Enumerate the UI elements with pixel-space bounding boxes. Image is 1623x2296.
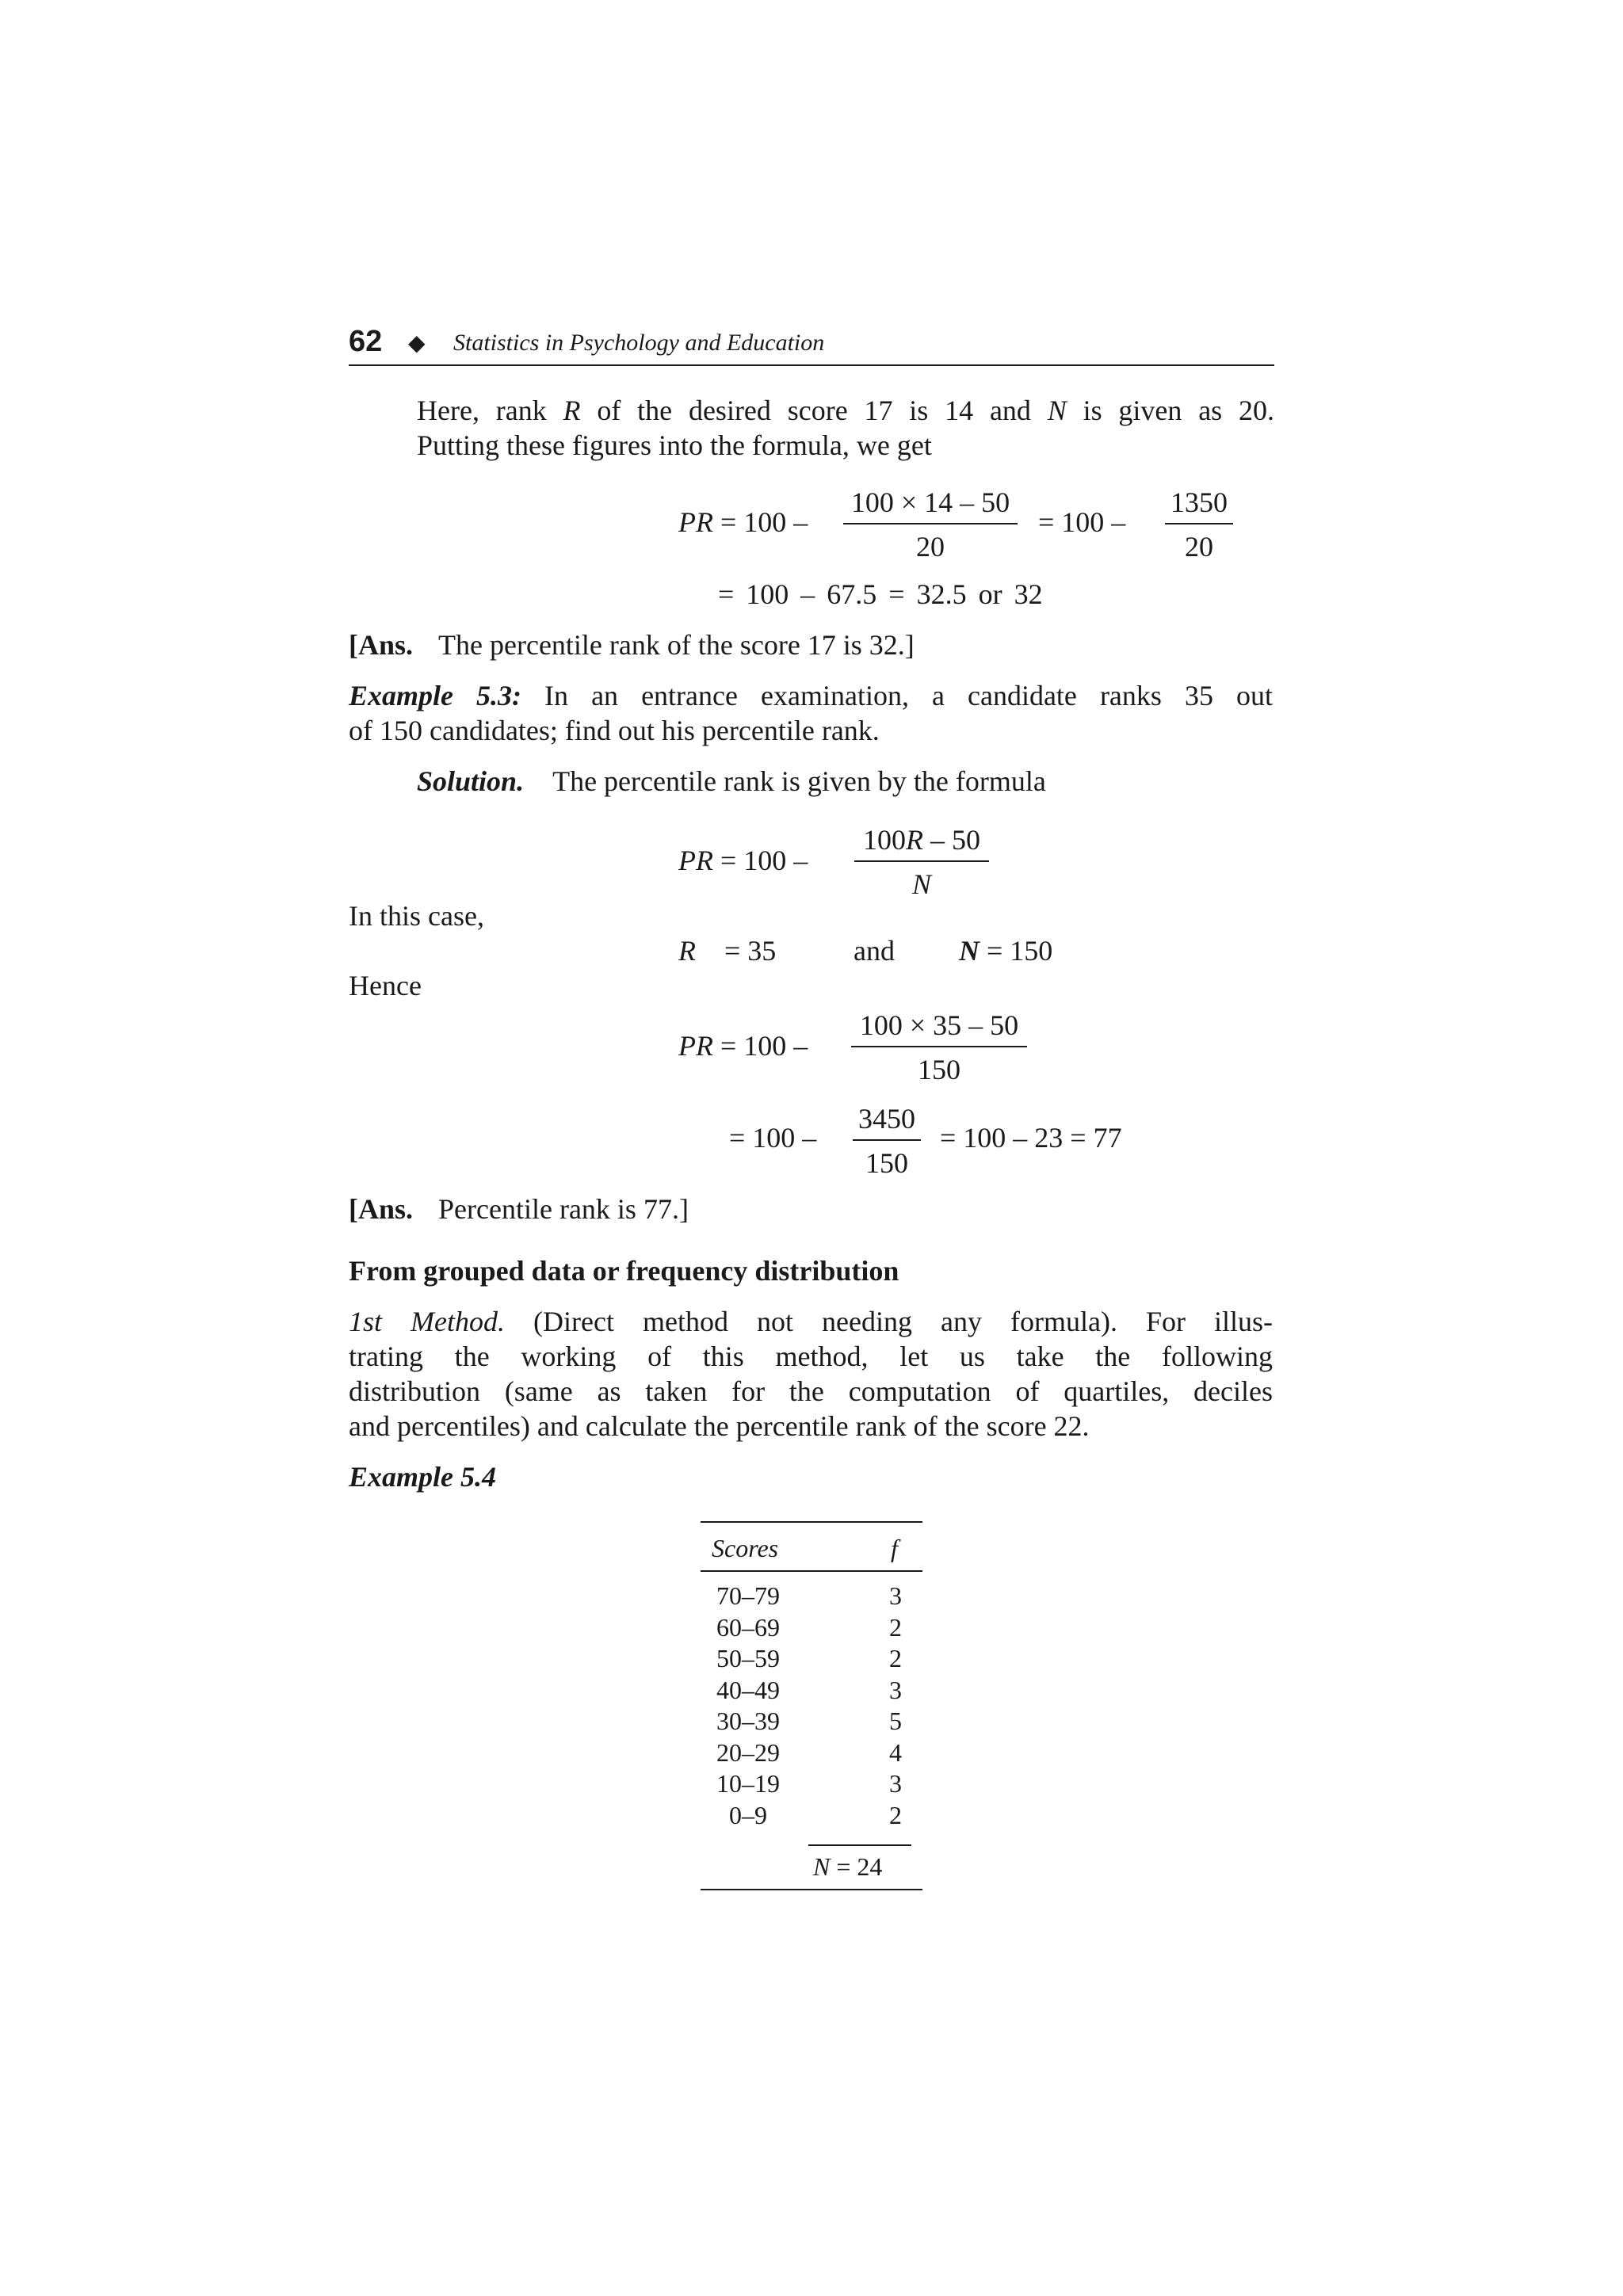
in-this-case: In this case, [349, 900, 484, 932]
table-cell-scores: 40–49 [716, 1676, 780, 1704]
col-header-f: f [891, 1534, 898, 1562]
table-cell-scores: 50–59 [716, 1644, 780, 1672]
table-cell-scores: 70–79 [716, 1581, 780, 1610]
table-cell-f: 2 [889, 1801, 902, 1829]
solution-line: Solution. The percentile rank is given by the formula [417, 765, 1046, 797]
eq2-fraction: 100R – 50 N [854, 822, 989, 902]
hence: Hence [349, 970, 422, 1001]
method-line3: distribution (same as taken for the computation of quartiles, deciles [349, 1375, 1273, 1407]
eq3-fraction: 100 × 35 – 50 150 [851, 1008, 1027, 1087]
table-sum-rule [808, 1844, 911, 1846]
method-line4: and percentiles) and calculate the percentile rank of the score 22. [349, 1410, 1090, 1442]
example-5-3-line1: Example 5.3: In an entrance examination, a candidate ranks 35 out [349, 680, 1273, 711]
eq1-fraction-2: 1350 20 [1165, 485, 1233, 564]
table-cell-scores: 60–69 [716, 1613, 780, 1642]
para-rank-line2: Putting these figures into the formula, we get [417, 429, 932, 461]
table-cell-f: 3 [889, 1581, 902, 1610]
section-heading: From grouped data or frequency distribution [349, 1255, 899, 1287]
para-rank-line1: Here, rank R of the desired score 17 is 14 and N is given as 20. [417, 395, 1275, 426]
page-number: 62 [349, 325, 383, 358]
table-cell-scores: 30–39 [716, 1707, 780, 1735]
table-header-rule [701, 1570, 922, 1572]
eq2-lhs: PR = 100 – [678, 845, 808, 876]
r-value: R = 35 [678, 935, 777, 967]
eq3-fraction-2: 3450 150 [853, 1101, 921, 1180]
eq1-mid: = 100 – [1038, 506, 1126, 538]
example-5-4-label: Example 5.4 [349, 1461, 496, 1493]
example-5-3-line2: of 150 candidates; find out his percentile rank. [349, 715, 880, 746]
col-header-scores: Scores [712, 1534, 779, 1562]
table-cell-f: 2 [889, 1644, 902, 1672]
table-cell-f: 4 [889, 1738, 902, 1767]
answer-1: [Ans. The percentile rank of the score 17 is 32.] [349, 629, 915, 661]
table-cell-scores: 0–9 [729, 1801, 767, 1829]
eq3-lhs: PR = 100 – [678, 1030, 808, 1062]
table-cell-f: 2 [889, 1613, 902, 1642]
answer-2: [Ans. Percentile rank is 77.] [349, 1193, 689, 1225]
table-cell-f: 3 [889, 1769, 902, 1798]
table-top-rule [701, 1521, 922, 1523]
eq1-lhs: PR = 100 – [678, 506, 808, 538]
and-word: and [854, 935, 895, 967]
table-cell-f: 3 [889, 1676, 902, 1704]
method-line2: trating the working of this method, let us take the following [349, 1341, 1273, 1372]
table-cell-scores: 10–19 [716, 1769, 780, 1798]
n-value: N = 150 [959, 935, 1053, 967]
eq1-result: = 100 – 67.5 = 32.5 or 32 [718, 578, 1043, 610]
diamond-icon: ◆ [408, 331, 426, 356]
eq3-line2-b: = 100 – 23 = 77 [940, 1122, 1122, 1154]
running-title: Statistics in Psychology and Education [453, 330, 825, 356]
table-cell-scores: 20–29 [716, 1738, 780, 1767]
eq1-fraction-1: 100 × 14 – 50 20 [843, 485, 1018, 564]
header-rule [349, 364, 1274, 366]
method-line1: 1st Method. (Direct method not needing any formula). For illus- [349, 1306, 1274, 1337]
table-total: N = 24 [813, 1852, 883, 1881]
table-cell-f: 5 [889, 1707, 902, 1735]
table-bottom-rule [701, 1889, 922, 1890]
eq3-line2-a: = 100 – [729, 1122, 817, 1154]
